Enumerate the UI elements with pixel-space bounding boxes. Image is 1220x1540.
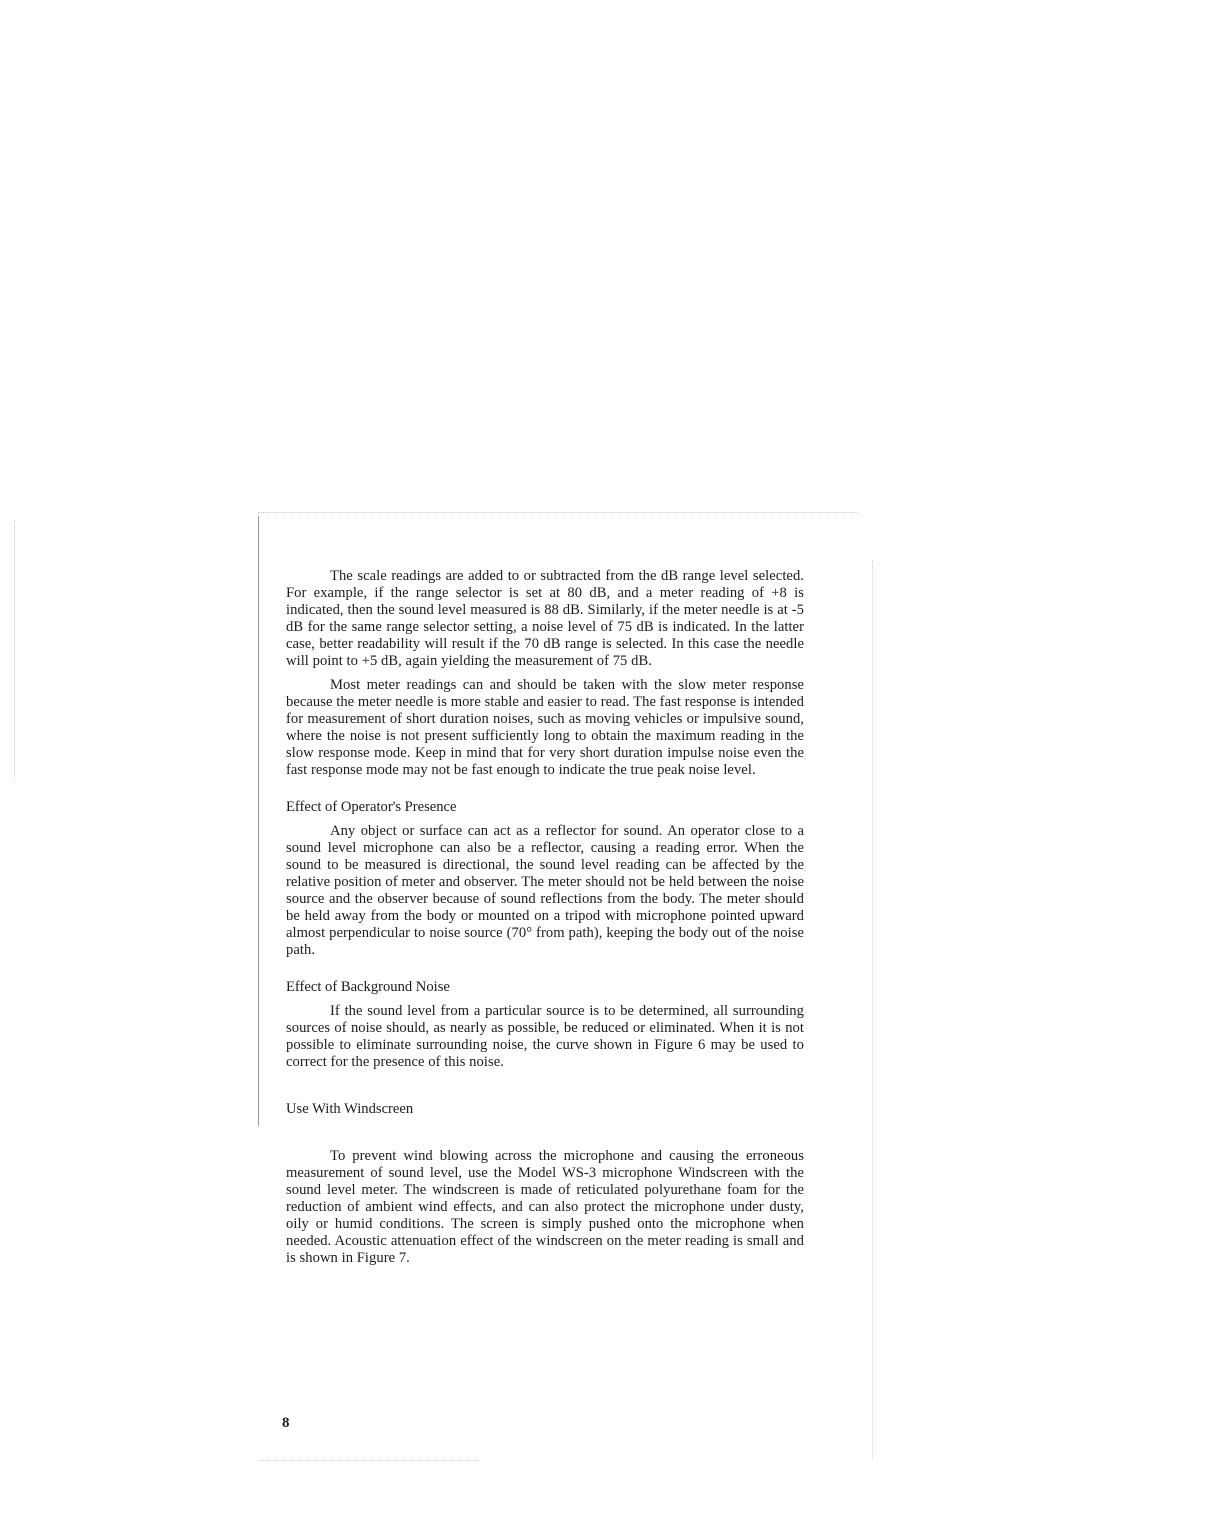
text-column — [286, 568, 804, 1267]
heading-operator-presence: Effect of Operator's Presence — [286, 799, 457, 815]
scan-specks-right — [872, 560, 873, 1460]
paragraph-windscreen: To prevent wind blowing across the microphone and causing the erroneous measurement of sound level, use the Model WS-3 microphone Windscreen with the sound level meter. The windscreen is made of reticulated polyurethane foam for the reduction of ambient wind effects, and can also protect the microphone under dusty, oily or humid conditions. The screen is simply pushed onto the microphone when needed. Acoustic attenuation effect of the windscreen on the meter reading is small and is shown in Figure 7. — [286, 1148, 804, 1266]
page-number: 8 — [282, 1415, 290, 1431]
heading-background-noise: Effect of Background Noise — [286, 979, 450, 995]
paragraph-range-readings: The scale readings are added to or subtracted from the dB range level selected. For example, if the range selector is set at 80 dB, and a meter reading of +8 is indicated, then the sound level measured is 88 dB. Similarly, if the meter needle is at -5 dB for the same range selector setting, a noise level of 75 dB is indicated. In the latter case, better readability will result if the 70 dB range is selected. In this case the needle will point to +5 dB, again yielding the measurement of 75 dB. — [286, 568, 804, 669]
paragraph-meter-response: Most meter readings can and should be taken with the slow meter response because the meter needle is more stable and easier to read. The fast response is intended for measurement of short duration noises, such as moving vehicles or impulsive sound, where the noise is not present sufficiently long to obtain the maximum reading in the slow response mode. Keep in mind that for very short duration impulse noise even the fast response mode may not be fast enough to indicate the true peak noise level. — [286, 677, 805, 778]
scan-specks-left — [14, 520, 15, 780]
paragraph-background-noise: If the sound level from a particular source is to be determined, all surrounding sources of noise should, as nearly as possible, be reduced or eliminated. When it is not possible to eliminate surrounding noise, the curve shown in Figure 6 may be used to correct for the presence of this noise. — [286, 1003, 804, 1070]
paragraph-operator-presence: Any object or surface can act as a reflector for sound. An operator close to a sound level microphone can also be a reflector, causing a reading error. When the sound to be measured is directional, the sound level reading can be affected by the relative position of meter and observer. The meter should not be held between the noise source and the observer because of sound reflections from the body. The meter should be held away from the body or mounted on a tripod with microphone pointed upward almost perpendicular to noise source (70° from path), keeping the body out of the noise path. — [286, 823, 804, 958]
scan-specks-bottom — [260, 1460, 480, 1461]
heading-windscreen: Use With Windscreen — [286, 1101, 414, 1117]
scan-edge-left — [258, 516, 259, 1126]
scan-edge-top — [258, 512, 858, 513]
